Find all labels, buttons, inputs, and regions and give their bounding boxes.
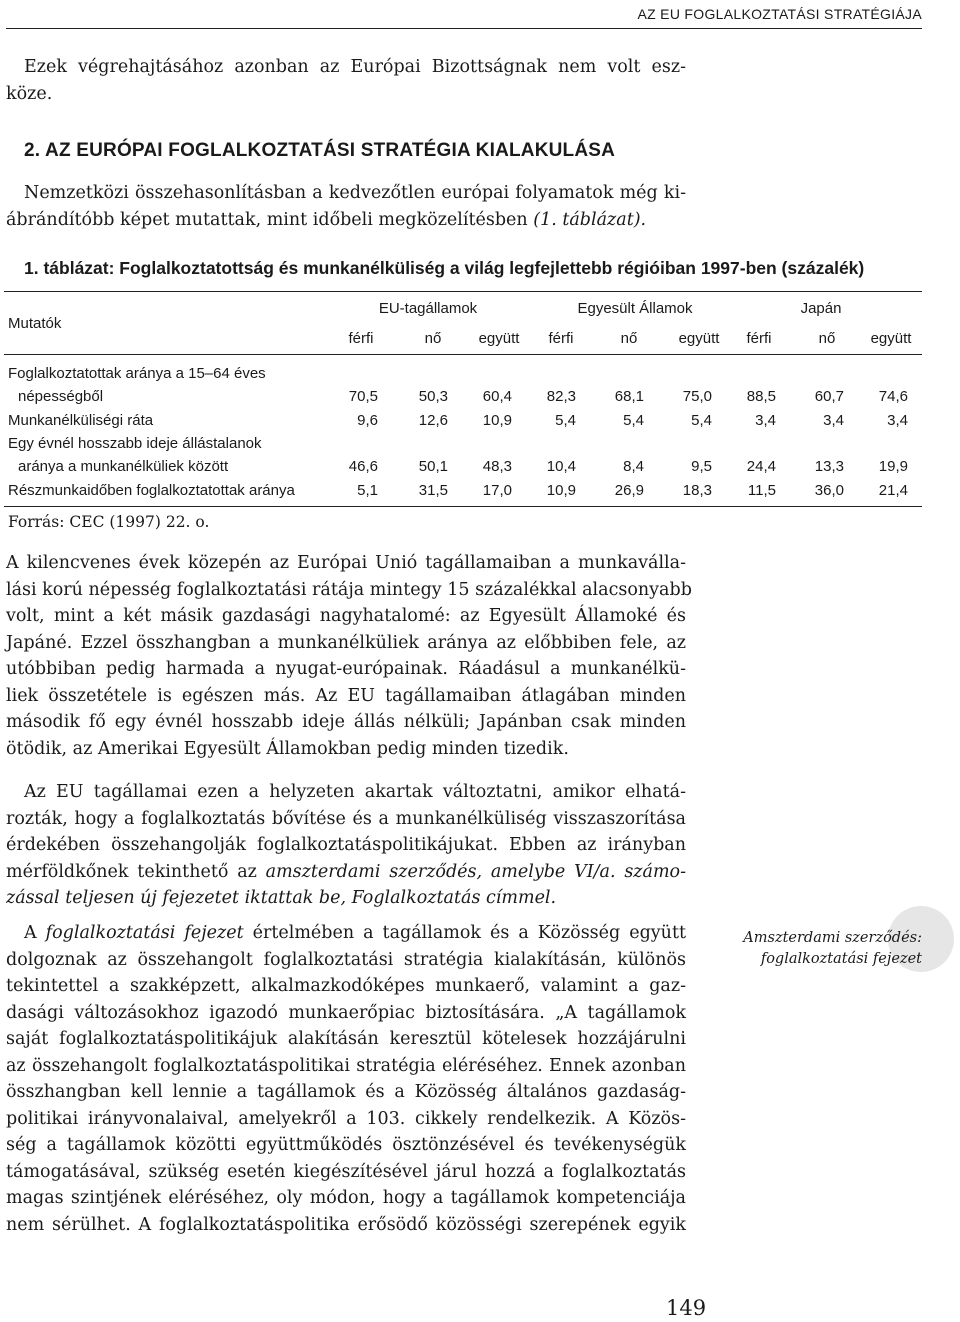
body-line: A kilencvenes évek közepén az Európai Unió tagállamaiban a munkaválla- — [6, 553, 686, 573]
table-source: Forrás: CEC (1997) 22. o. — [8, 513, 210, 531]
section-line: Nemzetközi összehasonlításban a kedvezőtlen európai folyamatok még ki- — [24, 183, 686, 203]
group-header-eu: EU-tagállamok — [378, 300, 478, 317]
subheader-cell: férfi — [746, 330, 772, 347]
body-line: nem sérülhet. A foglalkoztatáspolitika erősödő közösségi szerepének egyik — [6, 1214, 686, 1235]
subheader-cell: együtt — [870, 330, 912, 347]
body-line — [6, 859, 686, 886]
subheader-cell: nő — [620, 330, 638, 347]
value-cell: 17,0 — [482, 482, 512, 499]
value-cell: 3,4 — [887, 412, 908, 429]
section-text: ábrándítóbb képet mutattak, mint időbeli megközelítésben — [6, 209, 534, 230]
subheader-cell: nő — [818, 330, 836, 347]
value-cell: 11,5 — [747, 482, 776, 499]
body-line: támogatásával, szükség esetén kiegészítésével járul hozzá a foglalkoztatás — [6, 1161, 686, 1182]
group-header-usa: Egyesült Államok — [577, 300, 693, 317]
body-line: dolgoznak az összehangolt foglalkoztatási stratégia kialakításán, különös — [6, 949, 686, 970]
body-paragraph-3 — [6, 920, 686, 1238]
subheader-cell: férfi — [548, 330, 574, 347]
row-label: népességből — [18, 388, 104, 405]
running-header: AZ EU FOGLALKOZTATÁSI STRATÉGIÁJA — [637, 6, 922, 22]
header-rule — [6, 28, 922, 29]
body-line: Az EU tagállamai ezen a helyzeten akartak változtatni, amikor elhatá- — [24, 782, 686, 802]
value-cell: 12,6 — [418, 412, 448, 429]
value-cell: 10,9 — [482, 412, 512, 429]
value-cell: 60,4 — [482, 388, 512, 405]
table-top-rule — [4, 291, 922, 292]
body-line: utóbbiban pedig harmada a nyugat-európainak. Ráadásul a munkanélkü- — [6, 659, 686, 679]
row-label: Részmunkaidőben foglalkoztatottak aránya — [8, 482, 295, 499]
value-cell: 18,3 — [682, 482, 712, 499]
intro-line: köze. — [6, 83, 53, 104]
body-italic-text: amszterdami szerződés, amelybe VI/a. számo- — [265, 861, 686, 882]
body-paragraph-2 — [6, 779, 686, 912]
section-line — [6, 207, 686, 234]
value-cell: 46,6 — [348, 458, 378, 475]
value-cell: 10,9 — [546, 482, 576, 499]
section-paragraph — [6, 180, 686, 233]
body-line: rozták, hogy a foglalkoztatás bővítése és a munkanélküliség visszaszorítása — [6, 808, 686, 829]
subheader-cell: együtt — [678, 330, 720, 347]
body-line: ség a tagállamok közötti együttműködés ösztönzésével és tevékenységük — [6, 1135, 686, 1155]
body-line — [6, 885, 686, 912]
value-cell: 48,3 — [482, 458, 512, 475]
body-line: tekintettel a szakképzett, alkalmazkodóképes munkaerő, valamint a gaz- — [6, 976, 686, 996]
body-line: magas szintjének eléréséhez, oly módon, hogy a tagállamok kompetenciája — [6, 1188, 686, 1208]
body-text: értelmében a tagállamok és a Közösség együtt — [243, 923, 687, 943]
subheader-cell: együtt — [478, 330, 520, 347]
table-reference: (1. táblázat). — [533, 209, 647, 230]
value-cell: 50,1 — [418, 458, 448, 475]
value-cell: 60,7 — [814, 388, 844, 405]
margin-note-line: foglalkoztatási fejezet — [760, 951, 922, 967]
value-cell: 3,4 — [755, 412, 776, 429]
value-cell: 9,5 — [691, 458, 712, 475]
value-cell: 9,6 — [357, 412, 378, 429]
intro-line: Ezek végrehajtásához azonban az Európai Bizottságnak nem volt esz- — [24, 57, 686, 77]
body-line: érdekében összehangolják foglalkoztatáspolitikájukat. Ebben az irányban — [6, 835, 686, 855]
body-text: A — [24, 923, 46, 943]
body-line: második fő egy évnél hosszabb ideje állás nélküli; Japánban csak minden — [6, 712, 686, 732]
body-line: liek összetétele is egészen más. Az EU tagállamaiban átlagában minden — [6, 685, 686, 706]
body-line: dasági változásokhoz igazodó munkaerőpiac biztosítására. „A tagállamok — [6, 1002, 686, 1023]
row-header-label: Mutatók — [8, 315, 62, 332]
value-cell: 82,3 — [546, 388, 576, 405]
body-line: ötödik, az Amerikai Egyesült Államokban pedig minden tizedik. — [6, 738, 569, 759]
row-label: aránya a munkanélküliek között — [18, 458, 229, 475]
body-italic-text: foglalkoztatási fejezet — [45, 923, 244, 943]
section-heading: 2. AZ EURÓPAI FOGLALKOZTATÁSI STRATÉGIA KIALAKULÁSA — [24, 140, 616, 161]
body-line: volt, mint a két másik gazdasági nagyhatalomé: az Egyesült Államoké és — [6, 606, 686, 626]
table-header-rule — [4, 354, 922, 355]
body-paragraph-1 — [6, 550, 692, 762]
value-cell: 24,4 — [746, 458, 776, 475]
group-header-japan: Japán — [800, 300, 842, 317]
body-text: mérföldkőnek tekinthető az — [6, 861, 266, 882]
value-cell: 19,9 — [878, 458, 908, 475]
value-cell: 13,3 — [814, 458, 844, 475]
value-cell: 5,4 — [623, 412, 644, 429]
value-cell: 50,3 — [418, 388, 448, 405]
body-line: összhangban kell lennie a tagállamok és a Közösség általános gazdaság- — [6, 1082, 686, 1102]
value-cell: 10,4 — [546, 458, 576, 475]
body-line: lási korú népesség foglalkoztatási rátája mintegy 15 százalékkal alacsonyabb — [6, 579, 692, 600]
value-cell: 36,0 — [814, 482, 844, 499]
row-label: Foglalkoztatottak aránya a 15–64 éves — [8, 365, 266, 382]
body-line: Japáné. Ezzel összhangban a munkanélküliek aránya az előbbiben fele, az — [6, 632, 686, 653]
body-italic-text: zással teljesen új fejezetet iktattak be, Foglalkoztatás címmel. — [6, 888, 557, 908]
value-cell: 68,1 — [614, 388, 644, 405]
intro-paragraph — [6, 54, 686, 107]
value-cell: 5,4 — [691, 412, 712, 429]
margin-note-line: Amszterdami szerződés: — [743, 930, 922, 946]
subheader-cell: nő — [424, 330, 442, 347]
table-title: 1. táblázat: Foglalkoztatottság és munkanélküliség a világ legfejlettebb régióiban 1997-ben (százalék) — [24, 258, 865, 278]
value-cell: 5,4 — [555, 412, 576, 429]
margin-note — [722, 928, 922, 970]
value-cell: 3,4 — [823, 412, 844, 429]
body-line: az összehangolt foglalkoztatáspolitikai stratégia eléréséhez. Ennek azonban — [6, 1055, 686, 1076]
page-number: 149 — [666, 1296, 707, 1320]
table-bottom-rule — [4, 506, 922, 507]
row-label: Egy évnél hosszabb ideje állástalanok — [8, 435, 262, 452]
value-cell: 31,5 — [418, 482, 448, 499]
value-cell: 74,6 — [878, 388, 908, 405]
value-cell: 5,1 — [357, 482, 378, 499]
value-cell: 21,4 — [878, 482, 908, 499]
body-line — [6, 920, 686, 947]
body-line: saját foglalkoztatáspolitikájuk alakításán keresztül kötelesek hozzájárulni — [6, 1029, 686, 1049]
value-cell: 26,9 — [614, 482, 644, 499]
value-cell: 70,5 — [348, 388, 378, 405]
value-cell: 75,0 — [682, 388, 712, 405]
value-cell: 88,5 — [746, 388, 776, 405]
row-label: Munkanélküliségi ráta — [8, 412, 154, 429]
body-line: politikai irányvonalaival, amelyekről a 103. cikkely rendelkezik. A Közös- — [6, 1108, 686, 1129]
value-cell: 8,4 — [623, 458, 644, 475]
subheader-cell: férfi — [348, 330, 374, 347]
